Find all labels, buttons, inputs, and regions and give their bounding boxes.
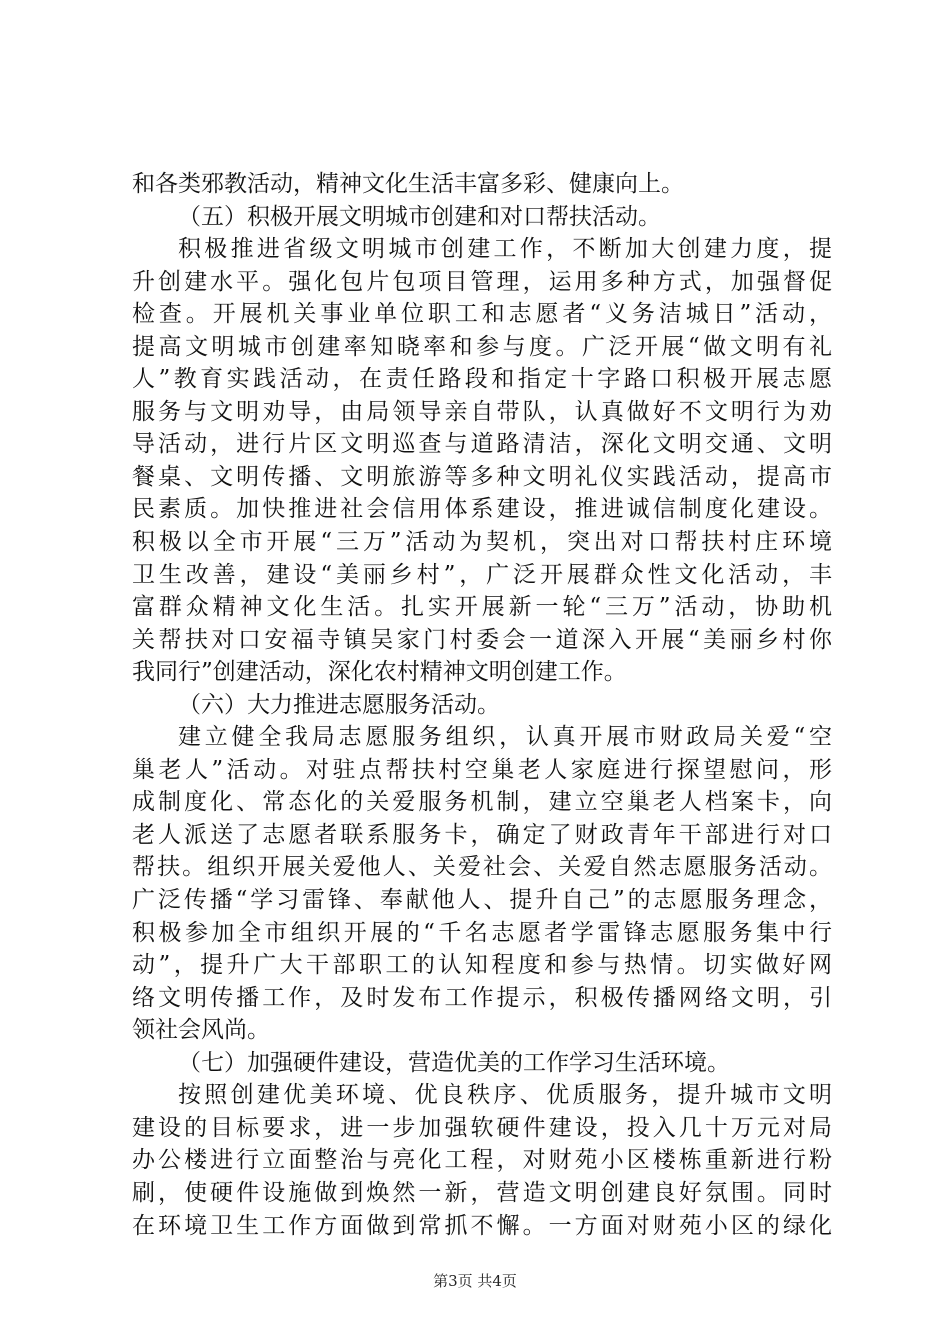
text-line: 动”，提升广大干部职工的认知程度和参与热情。切实做好网 bbox=[132, 952, 832, 979]
text-line: 检查。开展机关事业单位职工和志愿者“义务洁城日”活动， bbox=[132, 301, 832, 328]
section-heading-7: （七）加强硬件建设，营造优美的工作学习生活环境。 bbox=[178, 1049, 730, 1076]
text-line: 和各类邪教活动，精神文化生活丰富多彩、健康向上。 bbox=[132, 171, 684, 197]
text-line: 按照创建优美环境、优良秩序、优质服务，提升城市文明 bbox=[178, 1082, 832, 1109]
text-line: 建立健全我局志愿服务组织，认真开展市财政局关爱“空 bbox=[178, 724, 832, 751]
text-line: 广泛传播“学习雷锋、奉献他人、提升自己”的志愿服务理念， bbox=[132, 887, 832, 914]
text-line: 服务与文明劝导，由局领导亲自带队，认真做好不文明行为劝 bbox=[132, 398, 832, 425]
text-line: 帮扶。组织开展关爱他人、关爱社会、关爱自然志愿服务活动。 bbox=[132, 854, 832, 881]
text-line: 建设的目标要求，进一步加强软硬件建设，投入几十万元对局 bbox=[132, 1114, 832, 1141]
text-line: 升创建水平。强化包片包项目管理，运用多种方式，加强督促 bbox=[132, 268, 832, 295]
text-line: 关帮扶对口安福寺镇吴家门村委会一道深入开展“美丽乡村你 bbox=[132, 626, 832, 653]
text-line: 络文明传播工作，及时发布工作提示，积极传播网络文明，引 bbox=[132, 984, 832, 1011]
text-line: 人”教育实践活动，在责任路段和指定十字路口积极开展志愿 bbox=[132, 366, 832, 393]
text-line: 积极推进省级文明城市创建工作，不断加大创建力度，提 bbox=[178, 236, 832, 263]
text-line: 我同行”创建活动，深化农村精神文明创建工作。 bbox=[132, 659, 627, 686]
section-heading-6: （六）大力推进志愿服务活动。 bbox=[178, 691, 500, 718]
text-line: 积极以全市开展“三万”活动为契机，突出对口帮扶村庄环境 bbox=[132, 529, 832, 556]
text-line: 成制度化、常态化的关爱服务机制，建立空巢老人档案卡，向 bbox=[132, 789, 832, 816]
text-line: 办公楼进行立面整治与亮化工程，对财苑小区楼栋重新进行粉 bbox=[132, 1147, 832, 1174]
text-line: 提高文明城市创建率知晓率和参与度。广泛开展“做文明有礼 bbox=[132, 333, 832, 360]
text-line: 导活动，进行片区文明巡查与道路清洁，深化文明交通、文明 bbox=[132, 431, 832, 458]
text-line: 领社会风尚。 bbox=[132, 1017, 270, 1044]
text-line: 富群众精神文化生活。扎实开展新一轮“三万”活动，协助机 bbox=[132, 594, 832, 621]
section-heading-5: （五）积极开展文明城市创建和对口帮扶活动。 bbox=[178, 203, 661, 230]
text-line: 卫生改善，建设“美丽乡村”，广泛开展群众性文化活动，丰 bbox=[132, 561, 832, 588]
text-line: 刷，使硬件设施做到焕然一新，营造文明创建良好氛围。同时 bbox=[132, 1179, 832, 1206]
text-line: 巢老人”活动。对驻点帮扶村空巢老人家庭进行探望慰问，形 bbox=[132, 756, 832, 783]
page-footer: 第3页 共4页 bbox=[433, 1272, 517, 1290]
text-line: 餐桌、文明传播、文明旅游等多种文明礼仪实践活动，提高市 bbox=[132, 463, 832, 490]
text-line: 在环境卫生工作方面做到常抓不懈。一方面对财苑小区的绿化 bbox=[132, 1212, 832, 1239]
body-text bbox=[132, 168, 832, 1242]
text-line: 民素质。加快推进社会信用体系建设，推进诚信制度化建设。 bbox=[132, 496, 832, 523]
text-line: 老人派送了志愿者联系服务卡，确定了财政青年干部进行对口 bbox=[132, 821, 832, 848]
text-line: 积极参加全市组织开展的“千名志愿者学雷锋志愿服务集中行 bbox=[132, 919, 832, 946]
